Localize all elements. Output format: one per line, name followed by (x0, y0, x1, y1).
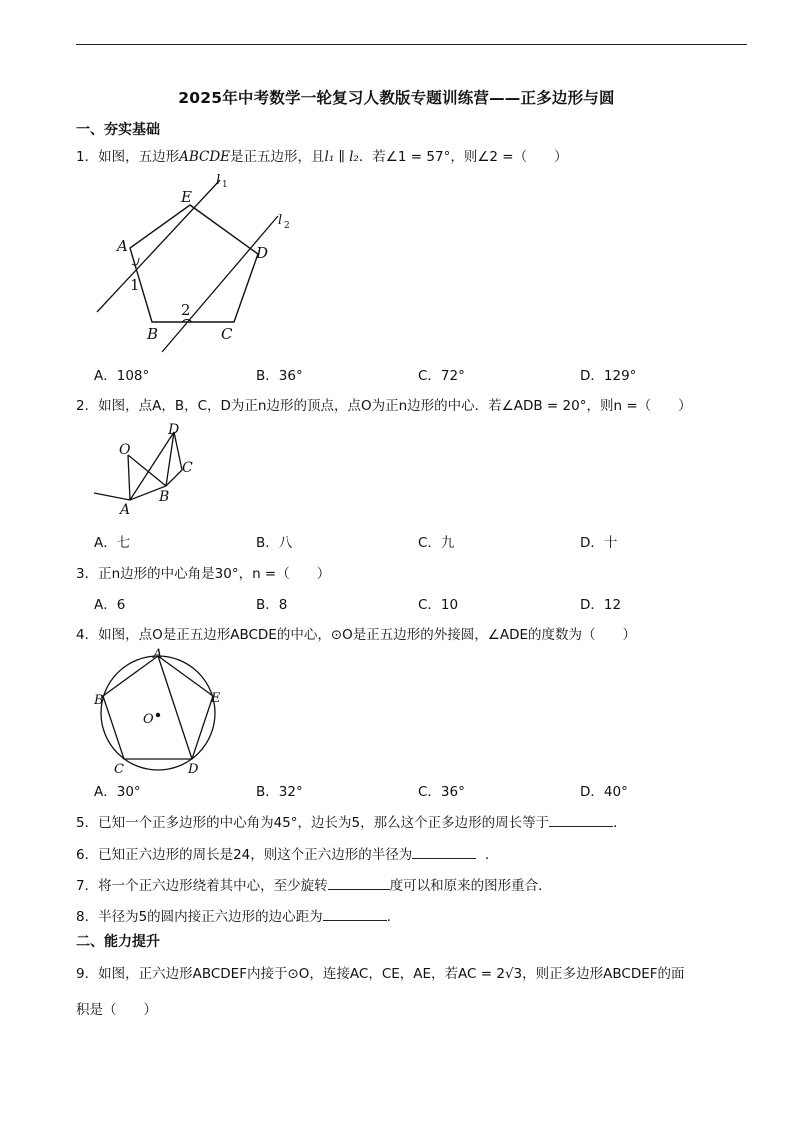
vertex-label-a: A (153, 647, 163, 662)
vertex-label-c: C (221, 325, 233, 343)
q4-option-a[interactable]: A．30° (94, 784, 141, 800)
question-number: 2． (76, 398, 99, 414)
question-number: 1． (76, 149, 99, 165)
question-number: 7． (76, 878, 99, 894)
regular-polygon-center-figure (92, 420, 212, 520)
q3-option-a[interactable]: A．6 (94, 597, 126, 613)
question-7 (76, 874, 552, 894)
question-8 (76, 905, 400, 925)
vertex-label-b: B (147, 325, 159, 343)
question-text: 是正五边形，且 (230, 149, 325, 165)
line-label-l2: l (278, 213, 283, 228)
question-text: 将一个正六边形绕着其中心，至少旋转 (98, 878, 328, 894)
question-2 (76, 394, 692, 414)
question-6 (76, 843, 498, 863)
parallel-condition: l₁ ∥ l₂ (324, 149, 359, 165)
question-text: 度可以和原来的图形重合． (389, 878, 552, 894)
q1-option-c[interactable]: C．72° (418, 368, 465, 384)
q3-option-d[interactable]: D．12 (580, 597, 622, 613)
question-text: 正n边形的中心角是30°，n =（ ） (98, 566, 331, 582)
angle-label-1: 1 (130, 276, 140, 294)
q4-option-b[interactable]: B．32° (256, 784, 303, 800)
vertex-label-d: D (256, 244, 269, 262)
answer-blank[interactable] (412, 846, 476, 859)
question-number: 8． (76, 909, 99, 925)
q3-option-b[interactable]: B．8 (256, 597, 288, 613)
pentagon-circumcircle-figure (92, 647, 232, 777)
point-label-b: B (159, 489, 170, 505)
vertex-label-d: D (188, 762, 199, 777)
vertex-label-c: C (114, 762, 124, 777)
q4-option-d[interactable]: D．40° (580, 784, 628, 800)
answer-blank[interactable] (549, 814, 613, 827)
question-number: 9． (76, 966, 99, 982)
q2-option-a[interactable]: A．七 (94, 535, 131, 551)
line-label-l1-subscript: 1 (222, 180, 228, 190)
line-label-l2-subscript: 2 (284, 221, 290, 231)
q2-option-b[interactable]: B．八 (256, 535, 293, 551)
question-4 (76, 623, 636, 643)
vertex-label-a: A (117, 237, 128, 255)
answer-blank[interactable] (323, 908, 387, 921)
question-text: ． (484, 847, 499, 863)
question-5 (76, 811, 627, 831)
vertex-label-e: E (181, 188, 192, 206)
point-label-o: O (119, 442, 131, 458)
q4-option-c[interactable]: C．36° (418, 784, 465, 800)
center-label-o: O (143, 712, 154, 727)
q3-option-c[interactable]: C．10 (418, 597, 459, 613)
question-9 (76, 962, 685, 982)
question-number: 6． (76, 847, 99, 863)
q1-option-d[interactable]: D．129° (580, 368, 637, 384)
answer-blank[interactable] (328, 877, 390, 890)
question-text: 如图，点O是正五边形ABCDE的中心，⊙O是正五边形的外接圆，∠ADE的度数为（ ） (98, 627, 637, 643)
question-text: 已知一个正多边形的中心角为45°，边长为5，那么这个正多边形的周长等于 (98, 815, 550, 831)
point-label-c: C (182, 460, 193, 476)
q2-option-d[interactable]: D．十 (580, 535, 618, 551)
angle-label-2: 2 (181, 301, 191, 319)
page-title: 2025年中考数学一轮复习人教版专题训练营——正多边形与圆 (178, 89, 615, 107)
q2-option-c[interactable]: C．九 (418, 535, 455, 551)
question-9-continued: 积是（ ） (76, 1002, 157, 1018)
vertex-label-b: B (94, 693, 104, 708)
pentagon-parallel-lines-figure (90, 172, 310, 352)
question-number: 5． (76, 815, 99, 831)
question-number: 4． (76, 627, 99, 643)
question-number: 3． (76, 566, 99, 582)
section-heading-advanced: 二、能力提升 (76, 934, 160, 950)
question-text: 已知正六边形的周长是24，则这个正六边形的半径为 (98, 847, 413, 863)
point-label-a: A (120, 502, 131, 518)
pentagon-name: ABCDE (179, 149, 231, 165)
line-label-l1: l (216, 173, 221, 188)
question-text: 如图，五边形 (98, 149, 180, 165)
question-text: 如图，正六边形ABCDEF内接于⊙O，连接AC，CE，AE，若AC = 2√3，则正多边形ABCDEF的面 (98, 966, 685, 982)
question-text: ． (613, 815, 627, 831)
section-heading-basics: 一、夯实基础 (76, 122, 160, 138)
question-text: 如图，点A，B，C，D为正n边形的顶点，点O为正n边形的中心．若∠ADB = 20°，则n =（ ） (98, 398, 692, 414)
q1-option-a[interactable]: A．108° (94, 368, 150, 384)
question-text: ．若∠1 = 57°，则∠2 =（ ） (358, 149, 568, 165)
question-text: ． (386, 909, 401, 925)
question-3 (76, 562, 330, 582)
question-1 (76, 145, 568, 165)
vertex-label-e: E (211, 691, 221, 706)
q1-option-b[interactable]: B．36° (256, 368, 303, 384)
header-rule (76, 44, 747, 45)
question-text: 半径为5的圆内接正六边形的边心距为 (98, 909, 323, 925)
point-label-d: D (168, 422, 180, 438)
